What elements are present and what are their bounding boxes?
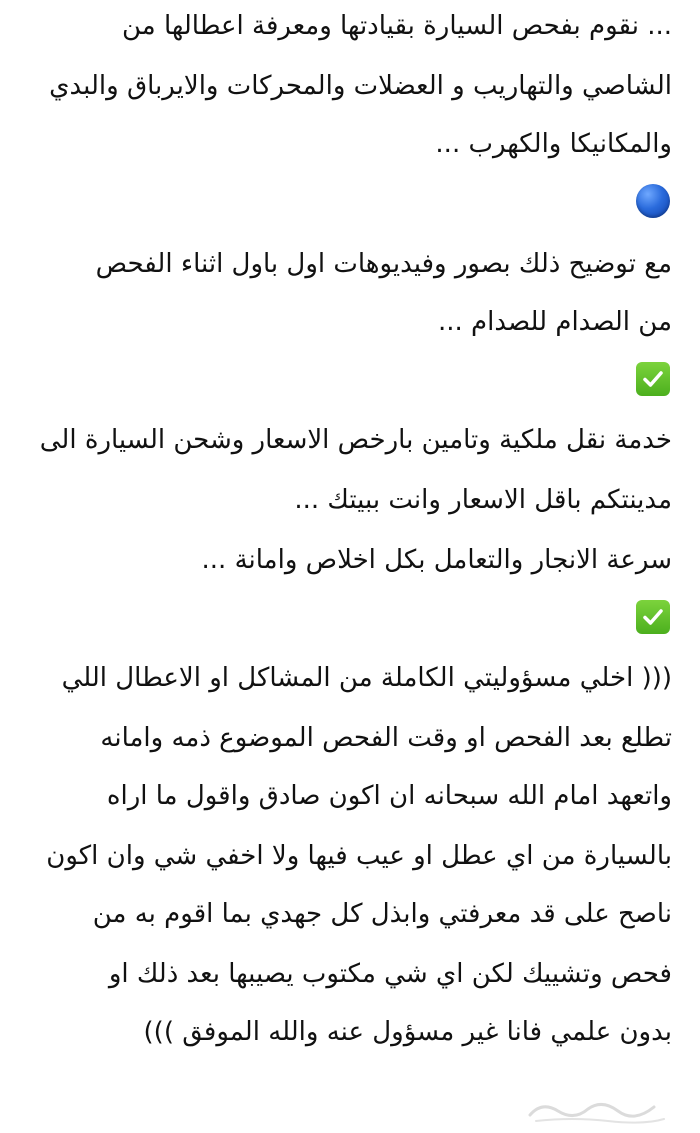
text-line: مع توضيح ذلك بصور وفيديوهات اول باول اثناء الفحص (95, 249, 672, 279)
text-line: والمكانيكا والكهرب ... (435, 129, 672, 159)
check-mark-icon (641, 605, 665, 629)
text-line: واتعهد امام الله سبحانه ان اكون صادق واقول ما اراه (106, 781, 672, 811)
text-line: ناصح على قد معرفتي وابذل كل جهدي بما اقوم به من (92, 899, 672, 929)
text-line: الشاصي والتهاريب و العضلات والمحركات والايرباق والبدي (49, 71, 672, 101)
check-mark-icon (641, 367, 665, 391)
text-line: خدمة نقل ملكية وتامين بارخص الاسعار وشحن السيارة الى (39, 425, 672, 455)
check-mark-button-icon (636, 600, 670, 634)
text-line: فحص وتشييك لكن اي شي مكتوب يصيبها بعد ذلك او (108, 959, 672, 989)
check-mark-button-icon (636, 362, 670, 396)
text-line: من الصدام للصدام ... (437, 307, 672, 337)
text-line: مدينتكم باقل الاسعار وانت ببيتك ... (294, 485, 672, 515)
text-line: ... نقوم بفحص السيارة بقيادتها ومعرفة اعطالها من (121, 11, 672, 41)
watermark-logo (522, 1091, 672, 1127)
text-line: بالسيارة من اي عطل او عيب فيها ولا اخفي شي وان اكون (46, 841, 672, 871)
text-line: بدون علمي فانا غير مسؤول عنه والله الموفق ))) (143, 1017, 672, 1047)
text-line: ((( اخلي مسؤوليتي الكاملة من المشاكل او الاعطال اللي (61, 663, 672, 693)
text-line: سرعة الانجار والتعامل بكل اخلاص وامانة ... (201, 545, 672, 575)
blue-circle-icon (636, 184, 670, 218)
text-line: تطلع بعد الفحص او وقت الفحص الموضوع ذمه وامانه (100, 723, 672, 753)
